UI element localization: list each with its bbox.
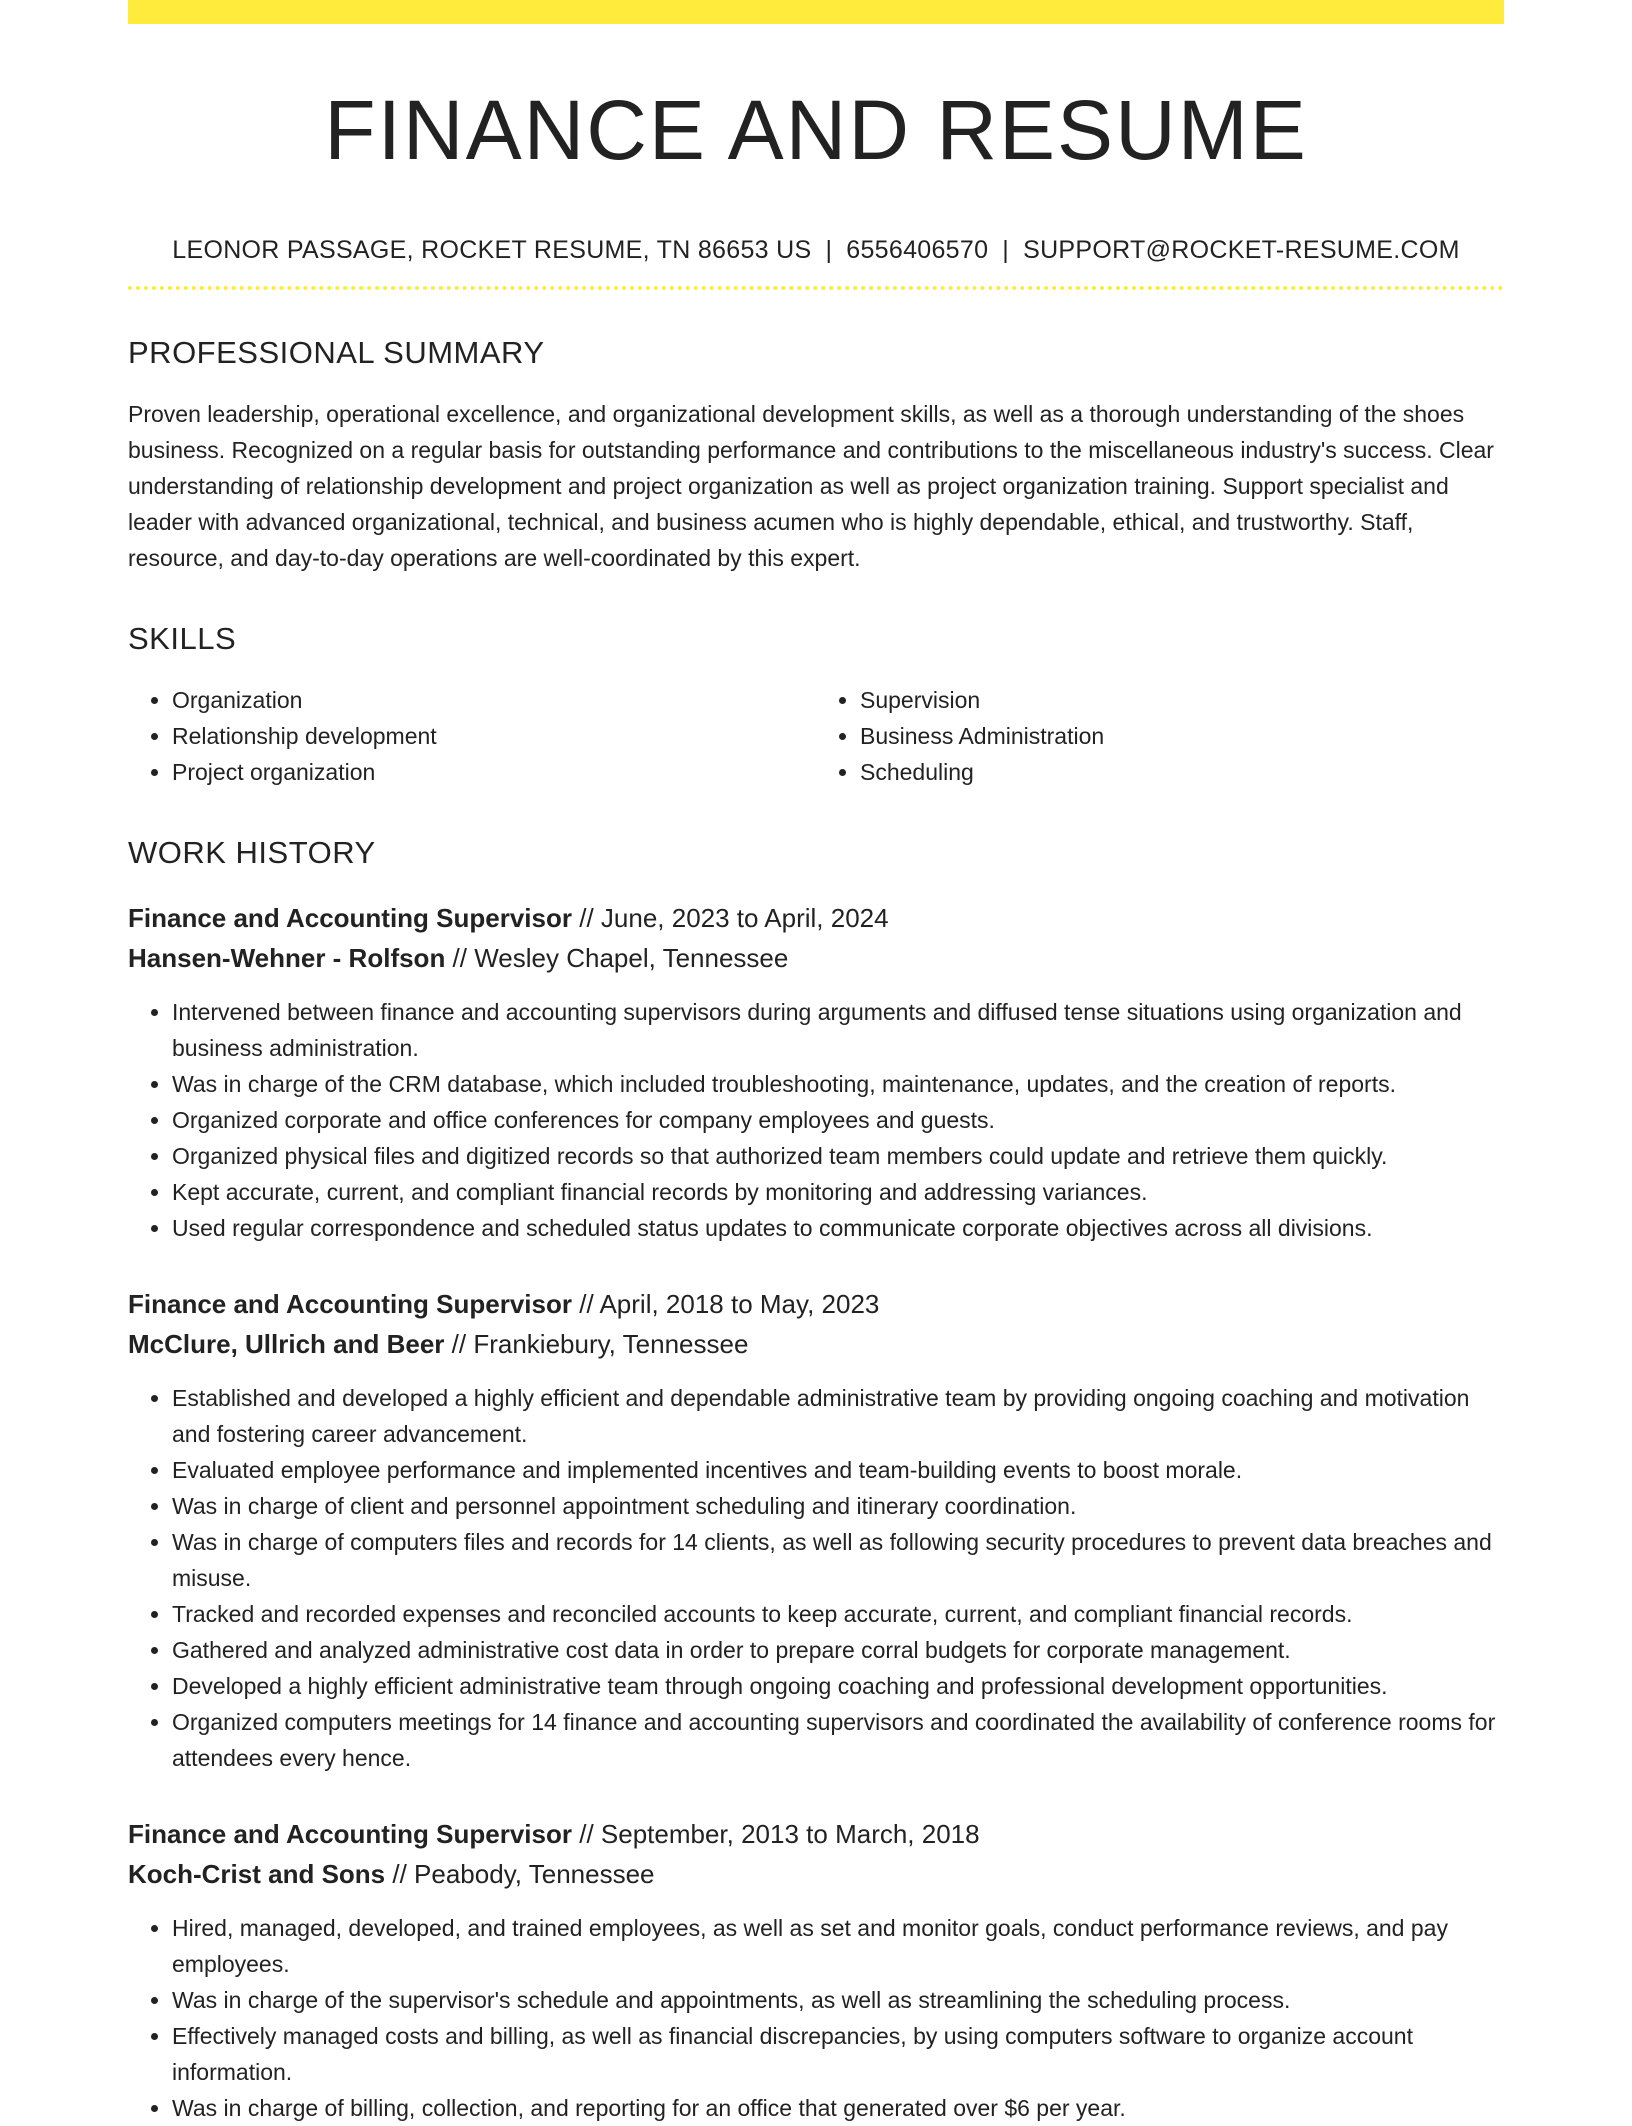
job-divider: //	[572, 1289, 600, 1319]
summary-text: Proven leadership, operational excellence, and organizational development skills, as well as a thorough understanding of the shoes business. Recognized on a regular basis for outstanding performance and contributions to the miscellaneous industry's success. Clear understanding of relationship development and project organization as well as project organization training. Support specialist and leader with advanced organizational, technical, and business acumen who is highly dependable, ethical, and trustworthy. Staff, resource, and day-to-day operations are well-coordinated by this expert.	[128, 401, 1494, 571]
job-bullet: • Intervened between finance and accounting supervisors during arguments and diffused tense situations using organization and business administration.	[172, 994, 1504, 1066]
contact-separator: |	[825, 236, 833, 264]
job-company: Hansen-Wehner - Rolfson	[128, 943, 446, 973]
work-history-heading: WORK HISTORY	[128, 835, 376, 870]
contact-line	[128, 234, 1504, 266]
job-title-line	[128, 1814, 1504, 1854]
skill-item: • Project organization	[172, 754, 816, 790]
job-bullet: • Organized computers meetings for 14 finance and accounting supervisors and coordinated the availability of conference rooms for attendees every hence.	[172, 1704, 1504, 1776]
skill-item: • Supervision	[860, 682, 1504, 718]
job-divider: //	[572, 1819, 601, 1849]
job-bullet: • Was in charge of the supervisor's schedule and appointments, as well as streamlining the scheduling process.	[172, 1982, 1504, 2018]
job-location: Peabody, Tennessee	[414, 1859, 655, 1889]
job-bullet: • Hired, managed, developed, and trained employees, as well as set and monitor goals, conduct performance reviews, and pay employees.	[172, 1910, 1504, 1982]
dotted-divider	[128, 286, 1504, 290]
accent-top-bar	[128, 0, 1504, 24]
job-title-line	[128, 898, 1504, 938]
job-company-line	[128, 938, 1504, 978]
job-title: Finance and Accounting Supervisor	[128, 1289, 572, 1319]
job-bullet: • Used regular correspondence and scheduled status updates to communicate corporate objectives across all divisions.	[172, 1210, 1504, 1246]
job-location: Wesley Chapel, Tennessee	[474, 943, 789, 973]
job-bullets	[128, 994, 1504, 1246]
skills-list-right	[816, 682, 1504, 790]
contact-address: LEONOR PASSAGE, ROCKET RESUME, TN 86653 US	[172, 236, 812, 264]
skill-item: • Organization	[172, 682, 816, 718]
job-title: Finance and Accounting Supervisor	[128, 903, 572, 933]
job-company: Koch-Crist and Sons	[128, 1859, 386, 1889]
job-location: Frankiebury, Tennessee	[473, 1329, 749, 1359]
job-entry	[128, 1814, 1504, 2126]
contact-phone[interactable]: 6556406570	[846, 236, 989, 264]
job-dates: June, 2023 to April, 2024	[600, 903, 889, 933]
summary-heading: PROFESSIONAL SUMMARY	[128, 335, 545, 370]
resume-title: FINANCE AND RESUME	[324, 83, 1308, 177]
job-divider: //	[572, 903, 601, 933]
job-bullet: • Developed a highly efficient administrative team through ongoing coaching and professional development opportunities.	[172, 1668, 1504, 1704]
contact-email[interactable]: SUPPORT@ROCKET-RESUME.COM	[1023, 236, 1460, 264]
job-bullet: • Evaluated employee performance and implemented incentives and team-building events to boost morale.	[172, 1452, 1504, 1488]
job-bullet: • Was in charge of the CRM database, which included troubleshooting, maintenance, updates, and the creation of reports.	[172, 1066, 1504, 1102]
skills-columns	[128, 682, 1504, 790]
job-title: Finance and Accounting Supervisor	[128, 1819, 572, 1849]
job-bullet: • Organized corporate and office conferences for company employees and guests.	[172, 1102, 1504, 1138]
job-bullets	[128, 1910, 1504, 2126]
skill-item: • Relationship development	[172, 718, 816, 754]
skill-item: • Scheduling	[860, 754, 1504, 790]
job-company-line	[128, 1324, 1504, 1364]
job-bullet: • Organized physical files and digitized records so that authorized team members could update and retrieve them quickly.	[172, 1138, 1504, 1174]
job-bullet: • Was in charge of client and personnel appointment scheduling and itinerary coordination.	[172, 1488, 1504, 1524]
job-bullet: • Effectively managed costs and billing, as well as financial discrepancies, by using computers software to organize account information.	[172, 2018, 1504, 2090]
job-divider: //	[445, 943, 475, 973]
job-company: McClure, Ullrich and Beer	[128, 1329, 445, 1359]
skill-item: • Business Administration	[860, 718, 1504, 754]
job-bullets	[128, 1380, 1504, 1776]
job-bullet: • Gathered and analyzed administrative cost data in order to prepare corral budgets for corporate management.	[172, 1632, 1504, 1668]
job-bullet: • Established and developed a highly efficient and dependable administrative team by providing ongoing coaching and motivation and fostering career advancement.	[172, 1380, 1504, 1452]
job-dates: September, 2013 to March, 2018	[600, 1819, 980, 1849]
job-company-line	[128, 1854, 1504, 1894]
skills-list-left	[128, 682, 816, 790]
resume-page	[128, 0, 1504, 2126]
job-bullet: • Was in charge of computers files and records for 14 clients, as well as following security procedures to prevent data breaches and misuse.	[172, 1524, 1504, 1596]
job-dates: April, 2018 to May, 2023	[599, 1289, 880, 1319]
job-bullet: • Was in charge of billing, collection, and reporting for an office that generated over $6 per year.	[172, 2090, 1504, 2126]
job-title-line	[128, 1284, 1504, 1324]
job-entry	[128, 898, 1504, 1246]
job-bullet: • Kept accurate, current, and compliant financial records by monitoring and addressing variances.	[172, 1174, 1504, 1210]
job-bullet: • Tracked and recorded expenses and reconciled accounts to keep accurate, current, and compliant financial records.	[172, 1596, 1504, 1632]
job-entry	[128, 1284, 1504, 1776]
job-divider: //	[385, 1859, 415, 1889]
contact-separator: |	[1002, 236, 1010, 264]
job-divider: //	[444, 1329, 474, 1359]
skills-heading: SKILLS	[128, 621, 237, 656]
